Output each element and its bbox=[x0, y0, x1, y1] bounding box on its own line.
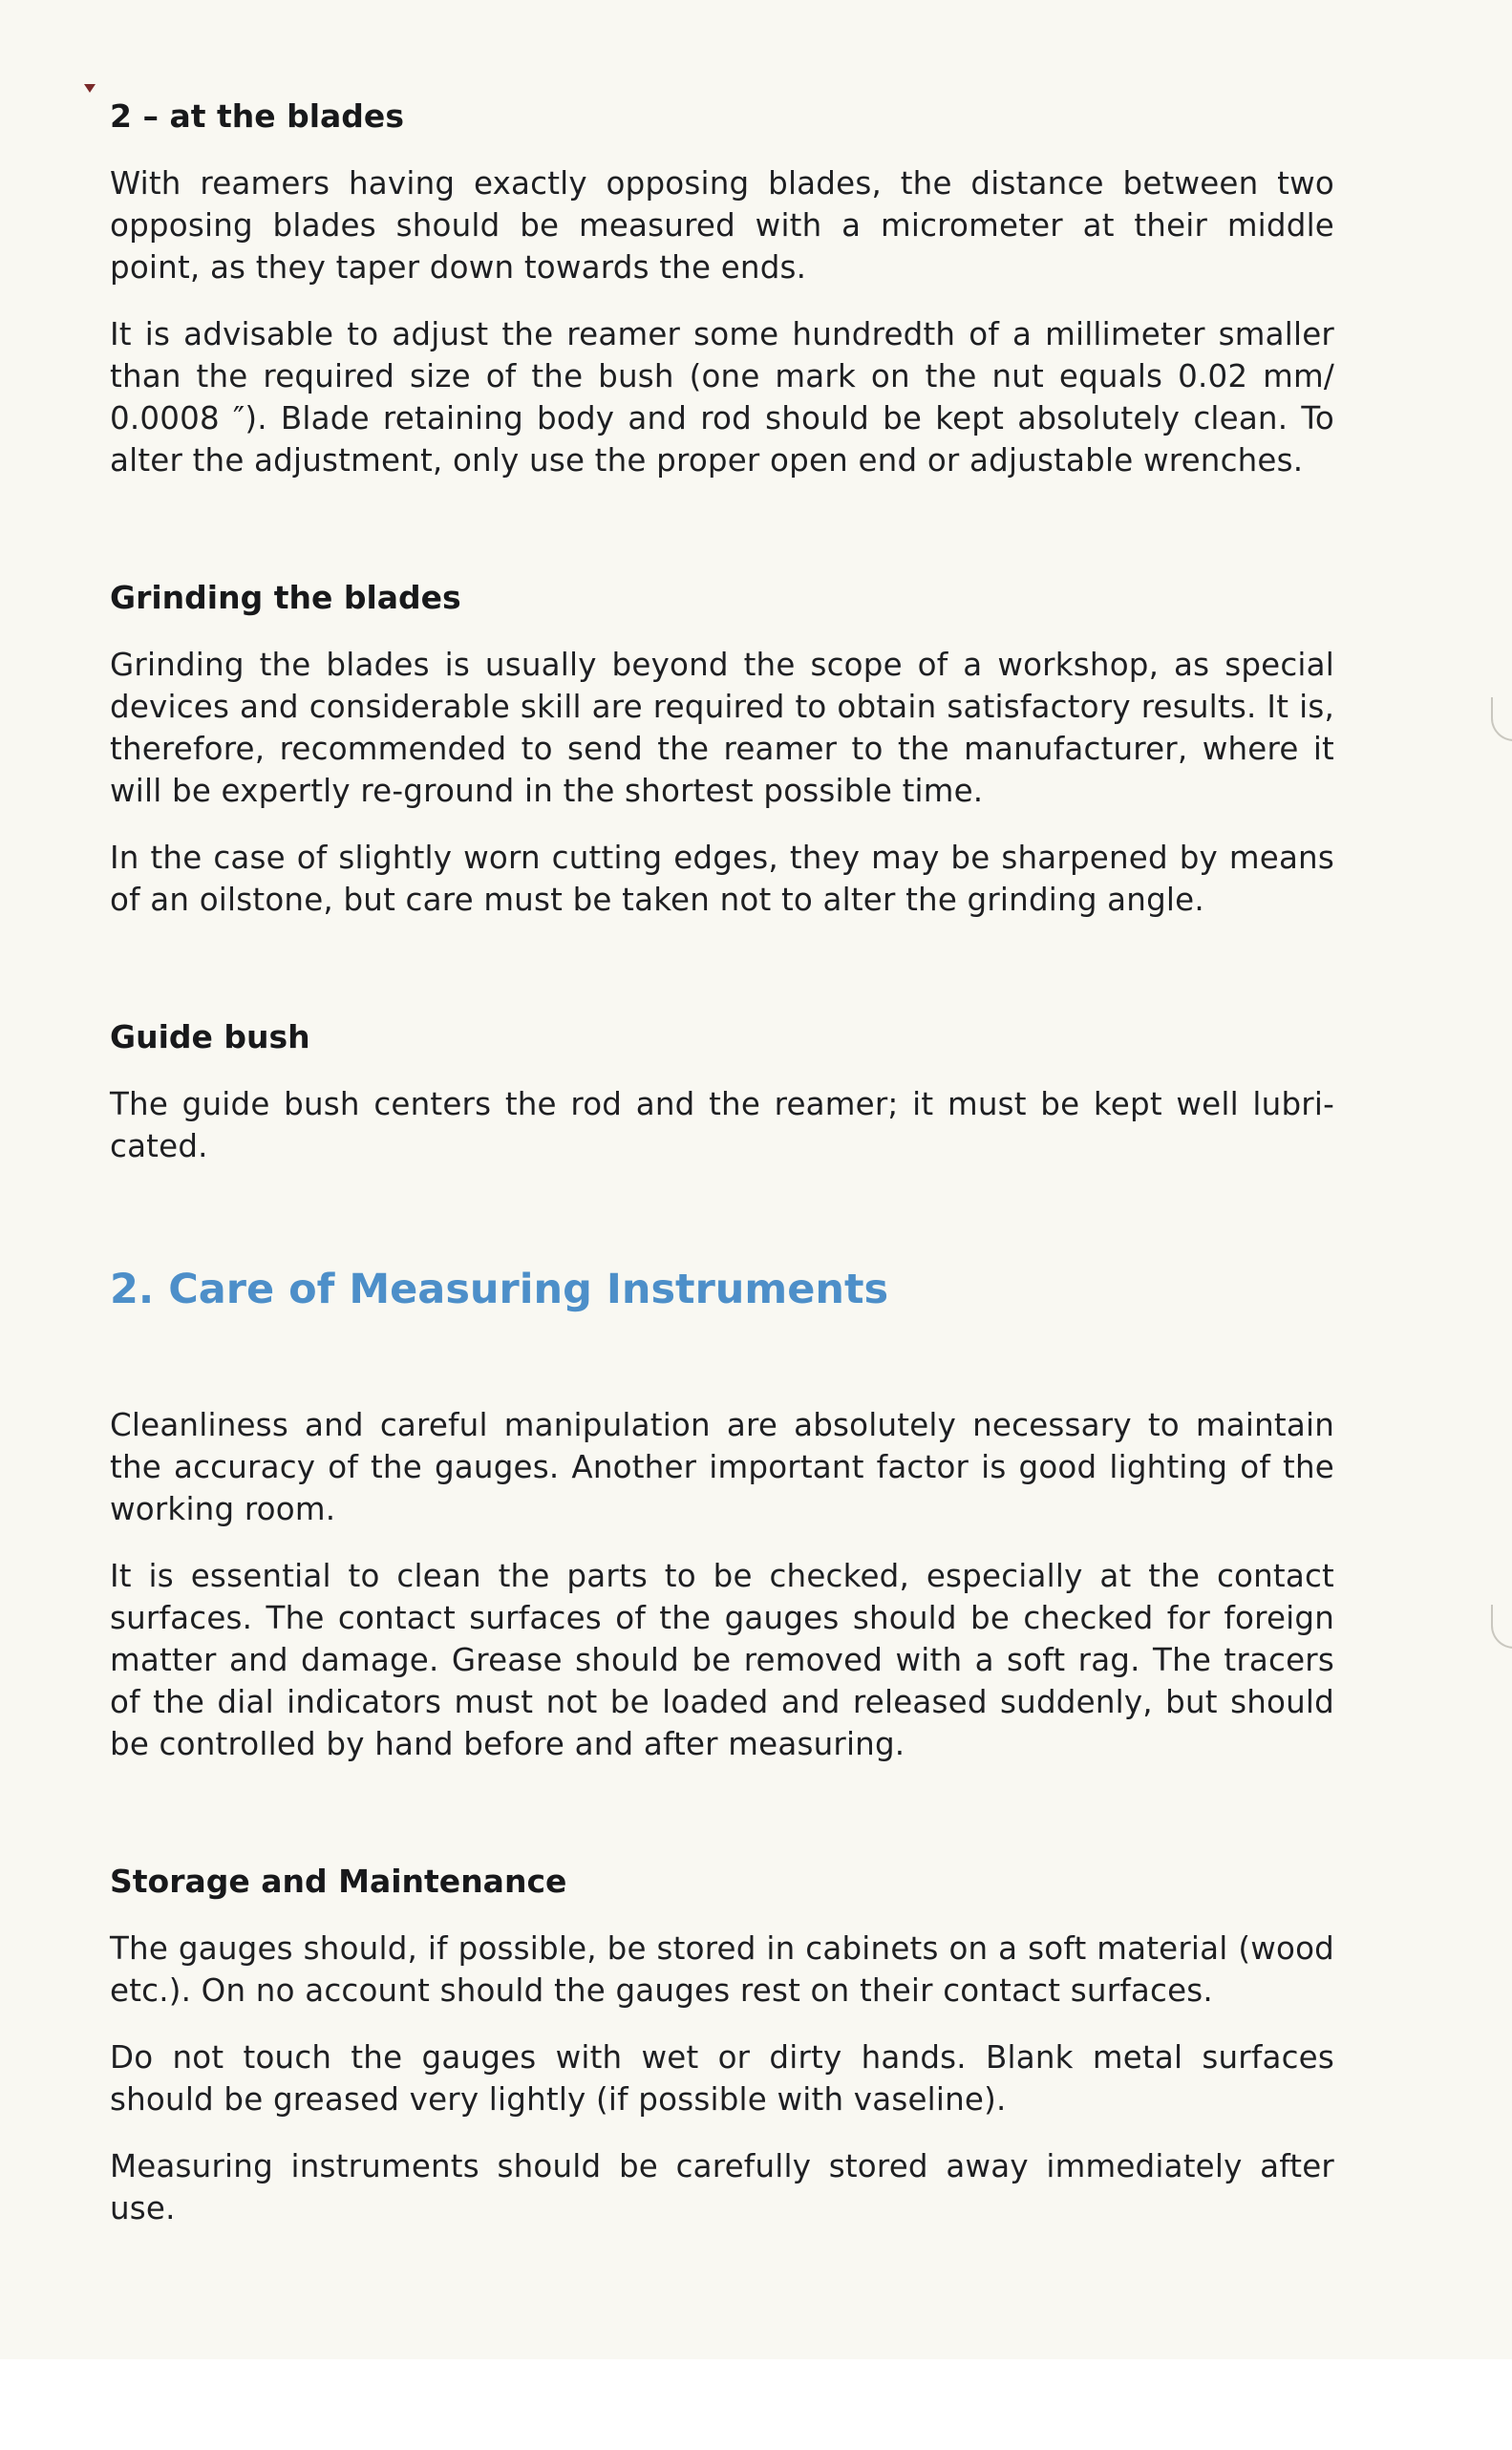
paragraph: Do not touch the gauges with wet or dirty hands. Blank metal surfaces should be greased very lightly (if possible with vaseline). bbox=[110, 2039, 1334, 2118]
paragraph: Grinding the blades is usually beyond the scope of a workshop, as special devices and considerable skill are required to obtain satisfactory results. It is, therefore, recommended to send the reamer to the manufacturer, where it will be expertly re-ground in the shortest possible time. bbox=[110, 647, 1334, 809]
subheading-guide-bush: Guide bush bbox=[110, 1018, 310, 1055]
paragraph: Cleanliness and careful manipulation are absolutely necessary to maintain the accuracy of the gauges. Another important factor is good lighting of the working room. bbox=[110, 1407, 1334, 1527]
corner-mark-icon bbox=[84, 84, 96, 93]
section-care-of-measuring-instruments bbox=[110, 1263, 1334, 1765]
subheading-grinding-the-blades: Grinding the blades bbox=[110, 579, 461, 616]
paragraph: In the case of slightly worn cutting edges, they may be sharpened by means of an oilstone, but care must be taken not to alter the grinding angle. bbox=[110, 840, 1334, 918]
page-edge-notch-icon bbox=[1491, 697, 1512, 741]
subheading-at-the-blades: 2 – at the blades bbox=[110, 97, 404, 135]
chapter-heading: 2. Care of Measuring Instruments bbox=[110, 1266, 889, 1313]
paragraph: With reamers having exactly opposing blades, the distance between two opposing blades should be measured with a micrometer at their middle point, as they taper down towards the ends. bbox=[110, 165, 1334, 286]
section-grinding-the-blades bbox=[110, 577, 1334, 921]
subheading-storage-and-maintenance: Storage and Maintenance bbox=[110, 1863, 567, 1900]
section-storage-and-maintenance bbox=[110, 1861, 1334, 2229]
paragraph: The guide bush centers the rod and the reamer; it must be kept well lubri- cated. bbox=[110, 1086, 1334, 1164]
paragraph: It is essential to clean the parts to be checked, especially at the contact surfaces. The contact surfaces of the gauges should be checked for foreign matter and damage. Grease should be removed with a soft rag. The tracers of the dial indicators must not be loaded and released suddenly, but should be controlled by hand before and after measuring. bbox=[110, 1558, 1334, 1762]
paragraph: It is advisable to adjust the reamer some hundredth of a millimeter smaller than the required size of the bush (one mark on the nut equals 0.02 mm/ 0.0008 ″). Blade retaining body and rod should be kept absolutely clean. To alter the adjustment, only use the proper open end or adjustable wrenches. bbox=[110, 316, 1334, 479]
document-content bbox=[110, 96, 1334, 2229]
paragraph: The gauges should, if possible, be stored in cabinets on a soft material (wood etc.). On no account should the gauges rest on their contact surfaces. bbox=[110, 1930, 1334, 2009]
paragraph: Measuring instruments should be carefully stored away immediately after use. bbox=[110, 2148, 1334, 2226]
page-edge-notch-icon bbox=[1491, 1605, 1512, 1649]
section-at-the-blades bbox=[110, 96, 1334, 481]
section-guide-bush bbox=[110, 1016, 1334, 1167]
page-bottom-margin bbox=[0, 2359, 1512, 2450]
